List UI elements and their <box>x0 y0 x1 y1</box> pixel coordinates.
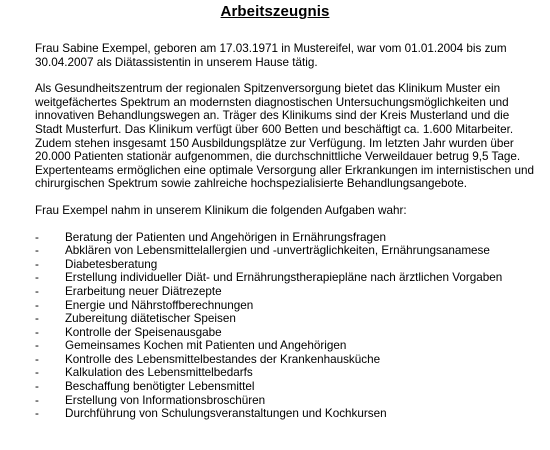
task-text: Beschaffung benötigter Lebensmittel <box>65 380 255 394</box>
bullet-dash: - <box>35 244 39 258</box>
task-list <box>35 231 535 421</box>
bullet-dash: - <box>35 393 39 407</box>
task-text: Kontrolle der Speisenausgabe <box>65 325 222 339</box>
task-list-item <box>35 299 535 313</box>
task-list-item <box>35 285 535 299</box>
bullet-dash: - <box>35 312 39 326</box>
bullet-dash: - <box>35 407 39 421</box>
task-text: Kalkulation des Lebensmittelbedarfs <box>65 366 253 380</box>
task-text: Kontrolle des Lebensmittelbestandes der Krankenhausküche <box>65 352 381 366</box>
document-title: Arbeitszeugnis <box>220 3 330 20</box>
bullet-dash: - <box>35 380 39 394</box>
bullet-dash: - <box>35 284 39 298</box>
task-list-item <box>35 407 535 421</box>
task-list-item <box>35 326 535 340</box>
task-text: Erarbeitung neuer Diätrezepte <box>65 284 222 298</box>
bullet-dash: - <box>35 257 39 271</box>
document-body <box>35 42 535 421</box>
bullet-dash: - <box>35 352 39 366</box>
task-list-item <box>35 258 535 272</box>
task-text: Gemeinsames Kochen mit Patienten und Angehörigen <box>65 339 347 353</box>
bullet-dash: - <box>35 339 39 353</box>
task-list-item <box>35 394 535 408</box>
bullet-dash: - <box>35 230 39 244</box>
task-list-item <box>35 366 535 380</box>
task-text: Erstellung von Informationsbroschüren <box>65 393 266 407</box>
bullet-dash: - <box>35 271 39 285</box>
clinic-description-paragraph: Als Gesundheitszentrum der regionalen Spitzenversorgung bietet das Klinikum Muster ein weitgefächertes Spektrum an modernsten diagnostischen Untersuchungsmöglichkeiten und innovativen Behandlungswegen an. Träger des Klinikums sind der Kreis Musterland und die Stadt Musterfurt. Das Klinikum verfügt über 600 Betten und beschäftigt ca. 1.600 Mitarbeiter. Zudem stehen insgesamt 150 Ausbildungsplätze zur Verfügung. Im letzten Jahr wurden über 20.000 Patienten stationär aufgenommen, die durchschnittliche Verweildauer betrug 9,5 Tage. Expertenteams ermöglichen eine optimale Versorgung aller Erkrankungen im internistischen und chirurgischen Spektrum sowie zahlreiche hochspezialisierte Behandlungsangebote. <box>35 82 534 191</box>
task-list-item <box>35 312 535 326</box>
bullet-dash: - <box>35 366 39 380</box>
bullet-dash: - <box>35 298 39 312</box>
task-text: Abklären von Lebensmittelallergien und -unverträglichkeiten, Ernährungsanamese <box>65 244 490 258</box>
task-text: Energie und Nährstoffberechnungen <box>65 298 254 312</box>
task-text: Erstellung individueller Diät- und Ernährungstherapiepläne nach ärztlichen Vorgaben <box>65 271 503 285</box>
intro-paragraph: Frau Sabine Exempel, geboren am 17.03.1971 in Mustereifel, war vom 01.01.2004 bis zum 30.04.2007 als Diätassistentin in unserem Hause tätig. <box>35 42 507 69</box>
task-text: Zubereitung diätetischer Speisen <box>65 312 236 326</box>
task-list-item <box>35 271 535 285</box>
task-list-item <box>35 231 535 245</box>
task-list-item <box>35 353 535 367</box>
bullet-dash: - <box>35 325 39 339</box>
task-list-item <box>35 380 535 394</box>
task-list-item <box>35 339 535 353</box>
task-text: Diabetesberatung <box>65 257 158 271</box>
tasks-intro-paragraph: Frau Exempel nahm in unserem Klinikum die folgenden Aufgaben wahr: <box>35 203 407 217</box>
task-text: Durchführung von Schulungsveranstaltungen und Kochkursen <box>65 407 387 421</box>
task-text: Beratung der Patienten und Angehörigen in Ernährungsfragen <box>65 230 386 244</box>
task-list-item <box>35 244 535 258</box>
